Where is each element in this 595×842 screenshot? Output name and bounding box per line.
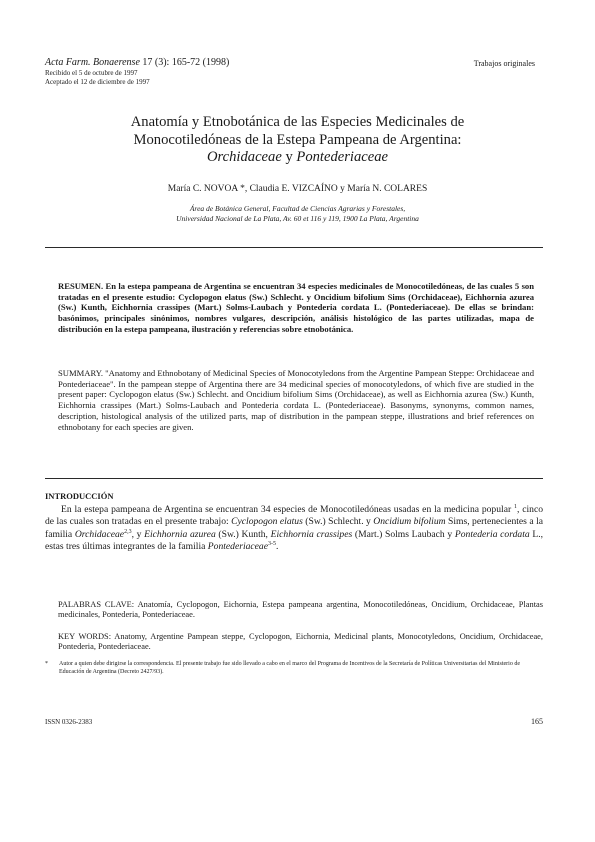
title-conjunction: y <box>281 149 297 166</box>
family-name: Pontederiaceae <box>207 541 268 553</box>
intro-text: . <box>275 541 279 553</box>
species-name: Eichhornia crassipes <box>270 528 353 540</box>
species-name: Cyclopogon elatus <box>231 516 303 528</box>
summary-abstract: SUMMARY. "Anatomy and Ethnobotany of Medicinal Species of Monocotyledons from the Argentine Pampean Steppe: Orchidaceae and Pontederiaceae". In the pampean steppe of Argentina there are 34 medicinal species of monocotyledons, of which five are studied in the present paper: Cyclopogon elatus (Sw.) Schlecht. and Oncidium bifolium Sims (Orchidaceae), as well as Eichhornia azurea (Sw.) Kunth, Eichhornia crassipes (Mart.) Solms-Laubach and Pontederia cordata L. (Pontederiaceae). Basonyms, synonyms, common names, description, histological analysis of the utilized parts, map of distribution in the pampean steppe, illustrations and brief references on ethnobotany for each species are given. <box>58 368 534 432</box>
footnote <box>45 660 543 676</box>
citation-ref: 1 <box>513 503 517 510</box>
intro-text: En la estepa pampeana de Argentina se encuentran 34 especies de Monocotiledóneas usadas en la medicina popular <box>61 504 514 515</box>
affiliation-line-1: Área de Botánica General, Facultad de Ciencias Agrarias y Forestales, <box>189 204 406 213</box>
species-name: Pontederia cordata <box>454 528 530 540</box>
citation-ref: 2,3 <box>124 528 132 535</box>
keywords-spanish: PALABRAS CLAVE: Anatomía, Cyclopogon, Eichornia, Estepa pampeana argentina, Monocotiledóneas, Oncidium, Orchidaceae, Plantas medicinales, Pontederia, Pontederiaceae. <box>58 600 543 620</box>
title-line-3 <box>40 149 555 167</box>
intro-text: Sims, pertenecientes a la familia <box>45 516 543 540</box>
abstract-bottom-rule <box>45 478 543 479</box>
intro-text: L., estas tres últimas integrantes de la familia <box>45 528 544 553</box>
intro-text: (Sw.) Kunth, <box>215 528 271 540</box>
paper-title <box>40 114 555 167</box>
affiliation <box>40 204 555 223</box>
family-name: Orchidaceae <box>74 528 125 540</box>
keywords-english: KEY WORDS: Anatomy, Argentine Pampean steppe, Cyclopogon, Eichornia, Medicinal plants, Monocotyledons, Oncidium, Orchidaceae, Pontederia, Pontederiaceae. <box>58 632 543 652</box>
species-name: Oncidium bifolium <box>373 516 446 528</box>
affiliation-line-2: Universidad Nacional de La Plata, Av. 60 et 116 y 119, 1900 La Plata, Argentina <box>176 213 419 223</box>
intro-text: , cinco de las cuales son tratadas en el presente trabajo: <box>45 504 543 528</box>
accepted-date: Aceptado el 12 de diciembre de 1997 <box>45 77 150 86</box>
citation-ref: 3-5 <box>267 541 276 548</box>
intro-text: , y <box>131 528 145 540</box>
footnote-mark: * <box>45 661 48 667</box>
title-family-1: Orchidaceae <box>206 149 282 166</box>
intro-text: (Sw.) Schlecht. y <box>302 516 374 528</box>
resumen-abstract: RESUMEN. En la estepa pampeana de Argentina se encuentran 34 especies medicinales de Monocotiledóneas, de las cuales 5 son tratadas en el presente estudio: Cyclopogon elatus (Sw.) Schlecht. y Oncidium bifolium Sims (Orchidaceae), Eichhornia azurea (Sw.) Kunth, Eichhornia crassipes (Mart.) Solms-Laubach y Pontederia cordata L. (Pontederiaceae). De ellas se brindan: basónimos, principales sinónimos, nombres vulgares, descripción, análisis histológico de las partes utilizadas, mapa de distribución en la estepa pampeana, ilustración y referencias sobre etnobotánica. <box>58 281 534 334</box>
received-date: Recibido el 5 de octubre de 1997 <box>45 69 138 77</box>
title-line-1: Anatomía y Etnobotánica de las Especies Medicinales de <box>130 114 465 130</box>
intro-text: (Mart.) Solms Laubach y <box>352 528 455 540</box>
page-number: 165 <box>531 717 543 726</box>
author-list: María C. NOVOA *, Claudia E. VIZCAÍNO y María N. COLARES <box>167 184 428 194</box>
journal-volume: 17 (3): 165-72 (1998) <box>142 57 230 68</box>
title-family-2: Pontederiaceae <box>296 149 388 166</box>
introduction-paragraph <box>45 504 543 554</box>
section-label: Trabajos originales <box>473 59 535 68</box>
journal-name: Acta Farm. Bonaerense <box>45 57 140 68</box>
footnote-text: Autor a quien debe dirigirse la correspondencia. El presente trabajo fue sido llevado a cabo en el marco del Programa de Incentivos de la Secretaría de Políticas Universitarias del Ministerio de Educación de Argentina (Decreto 2427/93). <box>59 661 520 675</box>
section-heading-introduccion: INTRODUCCIÓN <box>45 491 114 501</box>
species-name: Eichhornia azurea <box>144 528 216 540</box>
title-line-2: Monocotiledóneas de la Estepa Pampeana de Argentina: <box>133 131 462 148</box>
journal-citation <box>45 57 229 68</box>
abstract-top-rule <box>45 247 543 248</box>
issn: ISSN 0326-2383 <box>45 718 93 726</box>
submission-dates <box>45 69 150 86</box>
